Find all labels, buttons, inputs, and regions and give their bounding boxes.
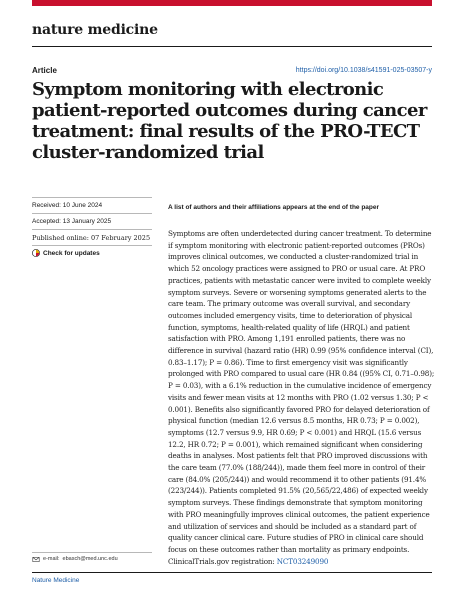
meta-divider <box>32 197 152 198</box>
check-for-updates-button[interactable] <box>32 249 100 257</box>
email-link[interactable]: ebasch@med.unc.edu <box>62 556 118 562</box>
check-updates-icon <box>32 249 40 257</box>
contact-email <box>32 556 118 562</box>
registration-link[interactable]: NCT03249090 <box>276 556 329 566</box>
footer-journal: Nature Medicine <box>32 577 80 584</box>
abstract-body: Symptoms are often underdetected during cancer treatment. To determine if symptom monitoring with electronic patient-reported outcomes (PROs) improves clinical outcomes, we conducted a cluster-randomized trial in which 52 oncology practices were assigned to PRO or usual care. At PRO practices, patients with metastatic cancer were invited to complete weekly symptom surveys. Severe or worsening symptoms generated alerts to the care team. The primary outcome was overall survival, and secondary outcomes included emergency visits, time to deterioration of physical function, symptoms, health-related quality of life (HRQL) and patient satisfaction with PRO. Among 1,191 enrolled patients, there was no difference in survival (hazard ratio (HR) 0.99 (95% confidence interval (CI), 0.83–1.17); P = 0.86). Time to first emergency visit was significantly prolonged with PRO compared to usual care (HR 0.84 ((95% CI, 0.71–0.98); P = 0.03), with a 6.1% reduction in the cumulative incidence of emergency visits and fewer mean visits at 12 months with PRO (1.02 versus 1.30; P < 0.001). Benefits also significantly favored PRO for delayed deterioration of physical function (median 12.6 versus 8.5 months, HR 0.73; P = 0.002), symptoms (12.7 versus 9.9, HR 0.69; P < 0.001) and HRQL (15.6 versus 12.2, HR 0.72; P = 0.001), which remained significant when considering deaths in analyses. Most patients felt that PRO improved discussions with the care team (77.0% (188/244)), made them feel more in control of their care (84.0% (205/244)) and would recommend it to other patients (91.4% (223/244)). Patients completed 91.5% (20,565/22,486) of expected weekly symptom surveys. These findings demonstrate that symptom monitoring with PRO meaningfully improves clinical outcomes, the patient experience and utilization of services and should be included as a standard part of quality cancer clinical care. Future studies of PRO in clinical care should focus on these outcomes rather than mortality as primary endpoints. ClinicalTrials.gov registration: <box>168 229 435 566</box>
footer-divider <box>32 572 432 573</box>
meta-divider <box>32 245 152 246</box>
check-updates-label: Check for updates <box>43 249 100 257</box>
authors-note: A list of authors and their affiliations appears at the end of the paper <box>168 204 380 211</box>
envelope-icon <box>32 557 40 562</box>
doi-link[interactable]: https://doi.org/10.1038/s41591-025-03507-y <box>295 67 432 74</box>
received-date: Received: 10 June 2024 <box>32 202 103 209</box>
published-date: Published online: 07 February 2025 <box>32 234 151 242</box>
meta-divider <box>32 229 152 230</box>
header-divider <box>32 46 432 47</box>
accepted-date: Accepted: 13 January 2025 <box>32 218 112 225</box>
article-type-label: Article <box>32 66 57 75</box>
email-prefix: e-mail: <box>43 556 60 562</box>
email-divider <box>32 552 152 553</box>
abstract-text <box>168 228 436 567</box>
top-accent-bar <box>32 0 432 6</box>
article-title: Symptom monitoring with electronic patient-reported outcomes during cancer treatment: final results of the PRO-TECT cluster-randomized trial <box>32 79 427 163</box>
journal-name: nature medicine <box>32 22 158 38</box>
meta-divider <box>32 213 152 214</box>
